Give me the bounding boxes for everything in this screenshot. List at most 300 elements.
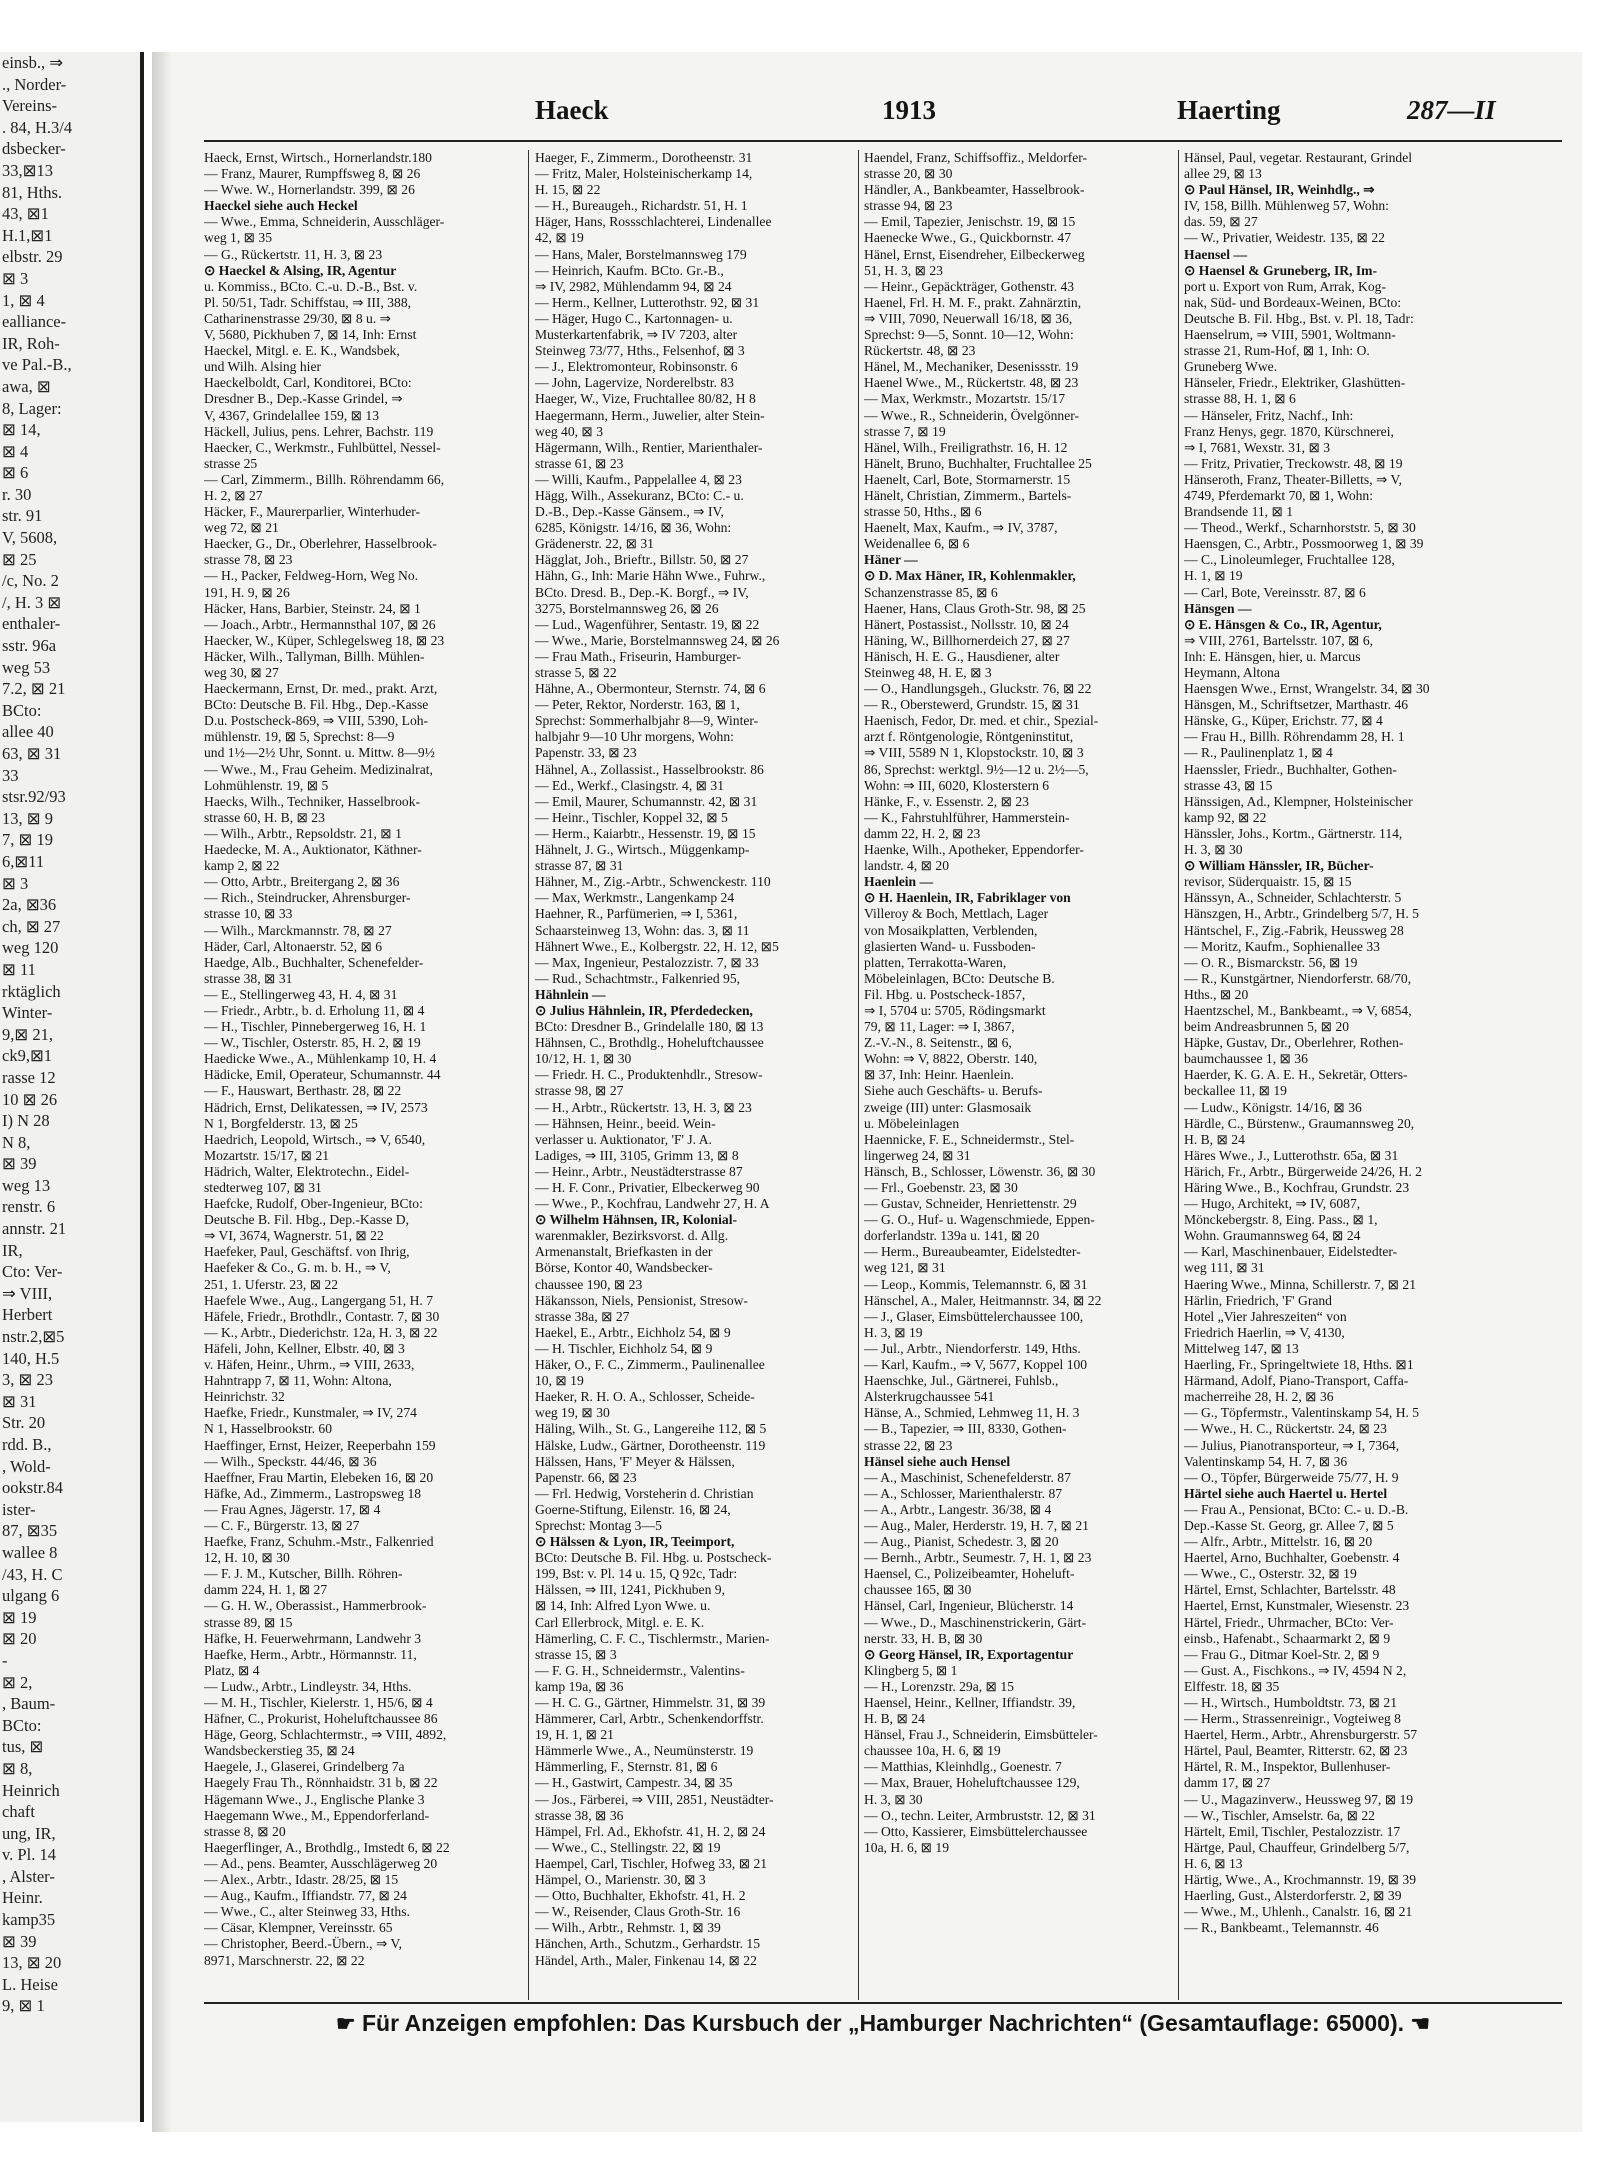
directory-entry-line: — W., Tischler, Amselstr. 6a, ⊠ 22: [1184, 1807, 1375, 1823]
previous-page-line: ⊠ 20: [2, 1629, 37, 1649]
directory-entry-line: zweige (III) unter: Glasmosaik: [864, 1099, 1032, 1115]
previous-page-line: awa, ⊠: [2, 376, 51, 396]
footer-text: Für Anzeigen empfohlen: Das Kursbuch der „Hamburger Nachrichten“ (Gesamtauflage: 65000).: [361, 2010, 1405, 2036]
directory-entry-line: — Moritz, Kaufm., Sophienallee 33: [1184, 938, 1380, 954]
directory-entry-line: Hämpel, Frl. Ad., Ekhofstr. 41, H. 2, ⊠ 24: [535, 1823, 766, 1839]
directory-entry-line: — G., Töpfermstr., Valentinskamp 54, H. 5: [1184, 1405, 1420, 1421]
directory-entry-line: — H. Tischler, Eichholz 54, ⊠ 9: [535, 1340, 713, 1356]
directory-entry-line: — F. J. M., Kutscher, Billh. Röhren-: [204, 1566, 403, 1582]
previous-page-line: ⊠ 8,: [2, 1758, 33, 1778]
directory-entry-line: strasse 8, ⊠ 20: [204, 1823, 286, 1839]
directory-entry-line: Friedrich Haerlin, ⇒ V, 4130,: [1184, 1324, 1345, 1340]
directory-entry-line: 8971, Marschnerstr. 22, ⊠ 22: [204, 1952, 365, 1968]
directory-entry-line: Hänchen, Arth., Schutzm., Gerhardstr. 15: [535, 1936, 760, 1952]
directory-entry-line: Hänse, A., Schmied, Lehmweg 11, H. 3: [864, 1405, 1080, 1421]
directory-entry-line: Haekel, E., Arbtr., Eichholz 54, ⊠ 9: [535, 1324, 731, 1340]
directory-entry-line: — Wwe., Marie, Borstelmannsweg 24, ⊠ 26: [535, 632, 780, 648]
directory-entry-line: — Wilh., Marckmannstr. 78, ⊠ 27: [204, 922, 392, 938]
directory-entry-line: damm 224, H. 1, ⊠ 27: [204, 1582, 328, 1598]
directory-entry-line: Sprechst: 9—5, Sonnt. 10—12, Wohn:: [864, 327, 1074, 343]
previous-page-line: Heinrich: [2, 1780, 60, 1800]
directory-entry-line: Haeckelboldt, Carl, Konditorei, BCto:: [204, 375, 412, 391]
previous-page-line: ck9,⊠1: [2, 1046, 53, 1066]
directory-entry-line: Franz Henys, gegr. 1870, Kürschnerei,: [1184, 423, 1394, 439]
directory-entry-line: 12, H. 10, ⊠ 30: [204, 1550, 290, 1566]
directory-entry-line: strasse 38a, ⊠ 27: [535, 1308, 630, 1324]
directory-entry-line: Musterkartenfabrik, ⇒ IV 7203, alter: [535, 327, 738, 343]
directory-entry-line: Haenelt, Max, Kaufm., ⇒ IV, 3787,: [864, 520, 1058, 536]
previous-page-line: 9,⊠ 21,: [2, 1024, 53, 1044]
directory-entry-line: V, 5680, Pickhuben 7, ⊠ 14, Inh: Ernst: [204, 327, 417, 343]
directory-entry-line: Haecker, G., Dr., Oberlehrer, Hasselbrook-: [204, 536, 437, 552]
directory-entry-line: Deutsche B. Fil. Hbg., Dep.-Kasse D,: [204, 1212, 410, 1228]
directory-entry-line: — W., Tischler, Osterstr. 85, H. 2, ⊠ 19: [204, 1035, 421, 1051]
directory-entry-line: Hälske, Ludw., Gärtner, Dorotheenstr. 119: [535, 1437, 766, 1453]
previous-page-line: , Baum-: [2, 1694, 56, 1714]
directory-entry-line: damm 22, H. 2, ⊠ 23: [864, 825, 981, 841]
directory-entry-line: Gruneberg Wwe.: [1184, 359, 1278, 375]
directory-entry-line: nerstr. 33, H. B, ⊠ 30: [864, 1630, 983, 1646]
directory-entry-line: landstr. 4, ⊠ 20: [864, 858, 950, 874]
directory-entry-line: Hädrich, Walter, Elektrotechn., Eidel-: [204, 1163, 410, 1179]
directory-entry-line: mühlenstr. 19, ⊠ 5, Sprechst: 8—9: [204, 729, 395, 745]
directory-entry-line: Haensgen Wwe., Ernst, Wrangelstr. 34, ⊠ 30: [1184, 681, 1430, 697]
directory-entry-line: Haenelt, Carl, Bote, Stormarnerstr. 15: [864, 471, 1071, 487]
previous-page-line: , Alster-: [2, 1866, 55, 1886]
directory-entry-line: halbjahr 9—10 Uhr morgens, Wohn:: [535, 729, 734, 745]
directory-entry-line: — Max, Ingenieur, Pestalozzistr. 7, ⊠ 33: [535, 954, 759, 970]
directory-entry-line: Haensel, Heinr., Kellner, Iffiandstr. 39,: [864, 1695, 1076, 1710]
previous-page-line: 87, ⊠35: [2, 1521, 58, 1541]
directory-entry-line: — Gustav, Schneider, Henriettenstr. 29: [864, 1196, 1077, 1212]
directory-entry-line: H. B, ⊠ 24: [1184, 1131, 1245, 1147]
directory-entry-line: strasse 7, ⊠ 19: [864, 423, 946, 439]
directory-entry-line: — R., Paulinenplatz 1, ⊠ 4: [1184, 745, 1333, 761]
directory-entry-line: — Max, Werkmstr., Langenkamp 24: [535, 890, 735, 906]
directory-entry-line: Hägermann, Wilh., Rentier, Marienthaler-: [535, 439, 763, 455]
directory-entry-line: kamp 2, ⊠ 22: [204, 858, 280, 874]
directory-entry-line: N 1, Borgfelderstr. 13, ⊠ 25: [204, 1115, 358, 1131]
directory-entry-line: u. Möbeleinlagen: [864, 1115, 960, 1131]
directory-entry-line: weg 19, ⊠ 30: [535, 1405, 610, 1421]
directory-entry-line: BCto: Dresdner B., Grindelalle 180, ⊠ 13: [535, 1019, 764, 1035]
directory-entry-line: — Otto, Kassierer, Eimsbüttelerchaussee: [864, 1823, 1088, 1839]
previous-page-line: /, H. 3 ⊠: [2, 592, 62, 612]
directory-entry-line: — G., Rückertstr. 11, H. 3, ⊠ 23: [204, 246, 383, 262]
directory-entry-line: Haenschke, Jul., Gärtnerei, Fuhlsb.,: [864, 1373, 1059, 1389]
previous-page-line: tus, ⊠: [2, 1737, 44, 1757]
directory-entry-line: Hänsch, B., Schlosser, Löwenstr. 36, ⊠ 30: [864, 1163, 1096, 1179]
directory-entry-line: H. 3, ⊠ 19: [864, 1324, 923, 1340]
directory-entry-line: Hämerling, C. F. C., Tischlermstr., Marien-: [535, 1630, 770, 1646]
directory-entry-line: Haeck, Ernst, Wirtsch., Hornerlandstr.180: [204, 150, 432, 165]
previous-page-line: enthaler-: [2, 614, 61, 634]
directory-entry-line: strasse 89, ⊠ 15: [204, 1614, 293, 1630]
directory-entry-line: Häfele, Friedr., Brothdlr., Contastr. 7, ⊠ 30: [204, 1308, 440, 1324]
directory-entry-line: — A., Maschinist, Schenefelderstr. 87: [864, 1469, 1071, 1485]
directory-entry-line: Härtge, Paul, Chauffeur, Grindelberg 5/7,: [1184, 1839, 1410, 1855]
directory-entry-line: Haefcke, Rudolf, Ober-Ingenieur, BCto:: [204, 1196, 423, 1212]
directory-entry-line: Hämmerer, Carl, Arbtr., Schenkendorffstr.: [535, 1711, 764, 1727]
directory-entry-line: Heymann, Altona: [1184, 665, 1280, 680]
directory-entry-line: lingerweg 24, ⊠ 31: [864, 1147, 971, 1163]
directory-entry-line: D.-B., Dep.-Kasse Gänsem., ⇒ IV,: [535, 504, 724, 520]
directory-entry-line: BCto: Deutsche B. Fil. Hbg. u. Postscheck-: [535, 1550, 772, 1566]
directory-entry-line: Hänssigen, Ad., Klempner, Holsteinischer: [1184, 793, 1413, 809]
directory-entry-line: Haenlein —: [864, 874, 934, 890]
directory-entry-line: — Wwe., C., alter Steinweg 33, Hths.: [204, 1904, 410, 1920]
directory-entry-line: Hths., ⊠ 20: [1184, 986, 1249, 1002]
directory-entry-line: — Friedr. H. C., Produktenhdlr., Stresow-: [535, 1067, 763, 1083]
directory-entry-line: Hänske, G., Küper, Erichstr. 77, ⊠ 4: [1184, 713, 1383, 729]
previous-page-line: 33,⊠13: [2, 160, 53, 180]
previous-page-line: ulgang 6: [2, 1586, 60, 1606]
directory-entry-line: — M. H., Tischler, Kielerstr. 1, H5/6, ⊠ 4: [204, 1695, 433, 1710]
directory-entry-line: von Mosaikplatten, Verblenden,: [864, 922, 1038, 938]
directory-entry-line: Haefke, Franz, Schuhm.-Mstr., Falkenried: [204, 1534, 434, 1550]
directory-entry-line: Hähnlein —: [535, 986, 606, 1002]
directory-entry-line: Papenstr. 33, ⊠ 23: [535, 745, 637, 761]
directory-entry-line: Hänisch, H. E. G., Hausdiener, alter: [864, 648, 1060, 664]
directory-entry-line: Hänseler, Friedr., Elektriker, Glashütten-: [1184, 375, 1406, 391]
previous-page-line: , Wold-: [2, 1456, 51, 1476]
directory-entry-line: Valentinskamp 54, H. 7, ⊠ 36: [1184, 1453, 1348, 1469]
directory-entry-line: — Wwe., C., Osterstr. 32, ⊠ 19: [1184, 1566, 1357, 1582]
directory-entry-line: Hänsgen —: [1184, 600, 1252, 616]
directory-entry-line: — Bernh., Arbtr., Seumestr. 7, H. 1, ⊠ 23: [864, 1550, 1092, 1566]
directory-entry-line: Hädicke, Emil, Operateur, Schumannstr. 44: [204, 1067, 441, 1083]
directory-entry-line: — Emil, Maurer, Schumannstr. 42, ⊠ 31: [535, 793, 758, 809]
directory-entry-line: — Heinr., Gepäckträger, Gothenstr. 43: [864, 278, 1075, 294]
directory-entry-line: Haedicke Wwe., A., Mühlenkamp 10, H. 4: [204, 1051, 437, 1067]
directory-entry-line: Härlin, Friedrich, 'F' Grand: [1184, 1292, 1332, 1308]
previous-page-line: BCto:: [2, 700, 42, 720]
directory-entry-line: Häkansson, Niels, Pensionist, Stresow-: [535, 1292, 748, 1308]
directory-entry-line: — Wilh., Arbtr., Rehmstr. 1, ⊠ 39: [535, 1920, 721, 1936]
directory-entry-line: strasse 88, H. 1, ⊠ 6: [1184, 391, 1296, 407]
directory-entry-line: — Frl., Goebenstr. 23, ⊠ 30: [864, 1180, 1018, 1195]
directory-entry-line: Haendel, Franz, Schiffsoffiz., Meldorfer-: [864, 150, 1088, 165]
directory-entry-line: Z.-V.-N., 8. Seitenstr., ⊠ 6,: [864, 1035, 1012, 1051]
directory-entry-line: — Ludw., Arbtr., Lindleystr. 34, Hths.: [204, 1678, 412, 1694]
directory-entry-line: H. 1, ⊠ 19: [1184, 568, 1243, 584]
directory-entry-line: H. 15, ⊠ 22: [535, 182, 601, 198]
directory-entry-line: ⇒ I, 5704 u: 5705, Rödingsmarkt: [864, 1002, 1046, 1018]
directory-entry-line: — Otto, Arbtr., Breitergang 2, ⊠ 36: [204, 874, 400, 890]
directory-entry-line: Hämpel, O., Marienstr. 30, ⊠ 3: [535, 1872, 706, 1888]
directory-entry-line: Haegermann, Herm., Juwelier, alter Stein-: [535, 407, 765, 423]
directory-entry-line: Siehe auch Geschäfts- u. Berufs-: [864, 1083, 1043, 1099]
directory-entry-line: Haering Wwe., Minna, Schillerstr. 7, ⊠ 21: [1184, 1276, 1416, 1292]
directory-entry-line: Mittelweg 147, ⊠ 13: [1184, 1340, 1299, 1356]
directory-entry-line: Hänssyn, A., Schneider, Schlachterstr. 5: [1184, 890, 1402, 906]
directory-entry-line: ⊙ D. Max Häner, IR, Kohlenmakler,: [864, 568, 1076, 584]
directory-entry-line: strasse 5, ⊠ 22: [535, 665, 617, 680]
directory-entry-line: ⊠ 14, Inh: Alfred Lyon Wwe. u.: [535, 1598, 711, 1614]
page-number: 287—II: [1407, 95, 1496, 125]
directory-entry-line: — Fritz, Maler, Holsteinischerkamp 14,: [535, 166, 753, 182]
directory-entry-line: Platz, ⊠ 4: [204, 1662, 260, 1678]
directory-entry-line: — Joach., Arbtr., Hermannsthal 107, ⊠ 26: [204, 616, 436, 632]
previous-page-line: nstr.2,⊠5: [2, 1327, 65, 1347]
directory-entry-line: und 1½—2½ Uhr, Sonnt. u. Mittw. 8—9½: [204, 745, 435, 761]
directory-entry-line: 10a, H. 6, ⊠ 19: [864, 1839, 950, 1855]
directory-entry-line: Carl Ellerbrock, Mitgl. e. E. K.: [535, 1614, 705, 1630]
directory-entry-line: — Gust. A., Fischkons., ⇒ IV, 4594 N 2,: [1184, 1662, 1407, 1678]
directory-entry-line: — Wwe., H. C., Rückertstr. 24, ⊠ 23: [1184, 1421, 1387, 1437]
directory-entry-line: strasse 15, ⊠ 3: [535, 1646, 617, 1662]
previous-page-line: H.1,⊠1: [2, 225, 53, 245]
directory-entry-line: Häge, Georg, Schlachtermstr., ⇒ VIII, 4892,: [204, 1727, 447, 1743]
previous-page-line: ., Norder-: [2, 74, 67, 94]
directory-entry-line: port u. Export von Rum, Arrak, Kog-: [1184, 278, 1386, 294]
directory-entry-line: Haecks, Wilh., Techniker, Hasselbrook-: [204, 793, 421, 809]
page-gutter-shadow: [152, 52, 172, 2132]
previous-page-line: Heinr.: [2, 1888, 43, 1908]
previous-page-line: 13, ⊠ 9: [2, 808, 53, 828]
directory-entry-line: weg 111, ⊠ 31: [1184, 1260, 1265, 1276]
directory-entry-line: 42, ⊠ 19: [535, 230, 584, 246]
directory-entry-line: Mozartstr. 15/17, ⊠ 21: [204, 1147, 330, 1163]
directory-entry-line: Härtel, Ernst, Schlachter, Bartelsstr. 48: [1184, 1582, 1396, 1598]
directory-entry-line: — Karl, Kaufm., ⇒ V, 5677, Koppel 100: [864, 1357, 1088, 1373]
directory-entry-line: Fil. Hbg. u. Postscheck-1857,: [864, 986, 1026, 1002]
directory-entry-line: ⊙ H. Haenlein, IR, Fabriklager von: [864, 890, 1071, 906]
directory-entry-line: Hänelt, Christian, Zimmerm., Bartels-: [864, 487, 1072, 503]
directory-entry-line: Dep.-Kasse St. Georg, gr. Allee 7, ⊠ 5: [1184, 1517, 1394, 1533]
directory-entry-line: Hähnel, A., Zollassist., Hasselbrookstr. 86: [535, 761, 764, 777]
directory-entry-line: — Fritz, Privatier, Treckowstr. 48, ⊠ 19: [1184, 455, 1403, 471]
directory-entry-line: — W., Reisender, Claus Groth-Str. 16: [535, 1904, 741, 1920]
directory-entry-line: — Frl. Hedwig, Vorsteherin d. Christian: [535, 1485, 754, 1501]
directory-entry-line: — G. H. W., Oberassist., Hammerbrook-: [204, 1598, 427, 1614]
directory-entry-line: Haensel, C., Polizeibeamter, Hoheluft-: [864, 1566, 1075, 1582]
previous-page-line: allee 40: [2, 722, 54, 742]
directory-entry-line: — Aug., Maler, Herderstr. 19, H. 7, ⊠ 21: [864, 1517, 1089, 1533]
directory-entry-line: — R., Bankbeamt., Telemannstr. 46: [1184, 1920, 1379, 1936]
directory-entry-line: Häres Wwe., J., Lutterothstr. 65a, ⊠ 31: [1184, 1147, 1399, 1163]
previous-page-line: V, 5608,: [2, 528, 58, 548]
previous-page-line: weg 120: [2, 938, 59, 958]
directory-entry-line: — Frau Agnes, Jägerstr. 17, ⊠ 4: [204, 1501, 381, 1517]
directory-entry-line: baumchaussee 1, ⊠ 36: [1184, 1051, 1308, 1067]
directory-entry-line: strasse 21, Rum-Hof, ⊠ 1, Inh: O.: [1184, 343, 1370, 359]
directory-entry-line: ⇒ IV, 2982, Mühlendamm 94, ⊠ 24: [535, 278, 732, 294]
previous-page-line: 6,⊠11: [2, 851, 45, 871]
directory-entry-line: Haedrich, Leopold, Wirtsch., ⇒ V, 6540,: [204, 1131, 426, 1147]
directory-entry-line: Schaarsteinweg 13, Wohn: das. 3, ⊠ 11: [535, 922, 750, 938]
directory-entry-line: ⇒ VIII, 5589 N 1, Klopstockstr. 10, ⊠ 3: [864, 745, 1084, 761]
previous-page-line: Herbert: [2, 1305, 53, 1325]
directory-entry-line: D.u. Postscheck-869, ⇒ VIII, 5390, Loh-: [204, 713, 429, 729]
directory-entry-line: — Häger, Hugo C., Kartonnagen- u.: [535, 310, 733, 326]
directory-entry-line: dorferlandstr. 139a u. 141, ⊠ 20: [864, 1228, 1040, 1244]
directory-entry-line: strasse 60, H. B, ⊠ 23: [204, 809, 325, 825]
directory-entry-line: Haegely Frau Th., Rönnhaidstr. 31 b, ⊠ 22: [204, 1775, 438, 1791]
directory-entry-line: — Max, Brauer, Hoheluftchaussee 129,: [864, 1775, 1080, 1791]
previous-page-line: I) N 28: [2, 1111, 50, 1131]
directory-entry-line: ⇒ I, 7681, Wexstr. 31, ⊠ 3: [1184, 439, 1331, 455]
directory-entry-line: — Jul., Arbtr., Niendorferstr. 149, Hths.: [864, 1340, 1081, 1356]
directory-entry-line: Häpke, Gustav, Dr., Oberlehrer, Rothen-: [1184, 1035, 1404, 1051]
directory-entry-line: damm 17, ⊠ 27: [1184, 1775, 1271, 1791]
previous-page-line: Winter-: [2, 1003, 53, 1023]
directory-entry-line: Haenisch, Fedor, Dr. med. et chir., Spezial-: [864, 713, 1099, 729]
directory-entry-line: strasse 43, ⊠ 15: [1184, 777, 1273, 793]
directory-entry-line: — Leop., Kommis, Telemannstr. 6, ⊠ 31: [864, 1276, 1088, 1292]
directory-entry-line: Lohmühlenstr. 19, ⊠ 5: [204, 777, 329, 793]
directory-entry-line: Hämmerle Wwe., A., Neumünsterstr. 19: [535, 1743, 754, 1759]
directory-entry-line: Haensel —: [1184, 246, 1248, 262]
previous-page-line: ⊠ 25: [2, 549, 37, 569]
previous-page-line: 1, ⊠ 4: [2, 290, 45, 310]
directory-entry-line: Häring Wwe., B., Kochfrau, Grundstr. 23: [1184, 1180, 1410, 1195]
directory-entry-line: macherreihe 28, H. 2, ⊠ 36: [1184, 1389, 1334, 1405]
directory-entry-line: chaussee 10a, H. 6, ⊠ 19: [864, 1743, 1001, 1759]
directory-entry-line: — Heinr., Arbtr., Neustädterstrasse 87: [535, 1163, 743, 1179]
directory-entry-line: Schanzenstrasse 85, ⊠ 6: [864, 584, 998, 600]
directory-entry-line: ⊙ Paul Hänsel, IR, Weinhdlg., ⇒: [1184, 182, 1375, 198]
directory-entry-line: Häcker, Wilh., Tallyman, Billh. Mühlen-: [204, 648, 425, 664]
directory-entry-line: Steinweg 48, H. E, ⊠ 3: [864, 665, 992, 680]
directory-entry-line: — J., Elektromonteur, Robinsonstr. 6: [535, 359, 738, 375]
previous-page-line: 8, Lager:: [2, 398, 62, 418]
previous-page-line: ⊠ 39: [2, 1931, 37, 1951]
directory-entry-line: Haefeker & Co., G. m. b. H., ⇒ V,: [204, 1260, 391, 1276]
directory-entry-line: das. 59, ⊠ 27: [1184, 214, 1258, 230]
header-left-word: Haeck: [535, 95, 609, 125]
pointing-hand-right-icon: ☚: [1410, 2011, 1431, 2036]
directory-entry-line: Möbeleinlagen, BCto: Deutsche B.: [864, 970, 1055, 986]
previous-page-line: rktäglich: [2, 981, 61, 1001]
directory-entry-line: — Friedr., Arbtr., b. d. Erholung 11, ⊠ 4: [204, 1002, 425, 1018]
directory-entry-line: — Frau A., Pensionat, BCto: C.- u. D.-B.: [1184, 1501, 1409, 1517]
previous-page-line: kamp35: [2, 1910, 56, 1930]
directory-entry-line: Häfeli, John, Kellner, Elbstr. 40, ⊠ 3: [204, 1340, 405, 1356]
directory-entry-line: Häfke, H. Feuerwehrmann, Landwehr 3: [204, 1630, 422, 1646]
directory-entry-line: Hänsel, Carl, Ingenieur, Blücherstr. 14: [864, 1598, 1074, 1614]
previous-page-line: /43, H. C: [2, 1564, 63, 1584]
directory-entry-line: — H., Lorenzstr. 29a, ⊠ 15: [864, 1678, 1014, 1694]
directory-entry-line: — O. R., Bismarckstr. 56, ⊠ 19: [1184, 954, 1358, 970]
previous-page-line: ister-: [2, 1499, 36, 1519]
directory-entry-line: — Wilh., Speckstr. 44/46, ⊠ 36: [204, 1453, 377, 1469]
directory-entry-line: — Ad., pens. Beamter, Ausschlägerweg 20: [204, 1855, 438, 1871]
directory-entry-line: Haenel, Frl. H. M. F., prakt. Zahnärztin,: [864, 294, 1082, 310]
directory-entry-line: — Rich., Steindrucker, Ahrensburger-: [204, 890, 411, 906]
directory-entry-line: — Wwe., C., Stellingstr. 22, ⊠ 19: [535, 1839, 721, 1855]
directory-entry-line: weg 1, ⊠ 35: [204, 230, 273, 246]
directory-entry-line: — Cäsar, Klempner, Vereinsstr. 65: [204, 1920, 393, 1936]
directory-entry-line: Inh: E. Hänsgen, hier, u. Marcus: [1184, 648, 1361, 664]
directory-entry-line: Hänert, Postassist., Nollsstr. 10, ⊠ 24: [864, 616, 1069, 632]
directory-entry-line: Händler, A., Bankbeamter, Hasselbrook-: [864, 182, 1085, 198]
directory-entry-line: strasse 94, ⊠ 23: [864, 198, 953, 214]
directory-entry-line: Sprechst: Montag 3—5: [535, 1517, 662, 1533]
directory-entry-line: Hägglat, Joh., Brieftr., Billstr. 50, ⊠ 27: [535, 552, 749, 568]
directory-entry-line: — Hugo, Architekt, ⇒ IV, 6087,: [1184, 1196, 1361, 1212]
directory-entry-line: Haefke, Herm., Arbtr., Hörmannstr. 11,: [204, 1646, 417, 1662]
directory-entry-line: Hotel „Vier Jahreszeiten“ von: [1184, 1308, 1347, 1324]
directory-entry-line: — C. F., Bürgerstr. 13, ⊠ 27: [204, 1517, 360, 1533]
previous-page-line: ookstr.84: [2, 1478, 63, 1498]
previous-page-line: stsr.92/93: [2, 787, 66, 807]
directory-entry-line: — Franz, Maurer, Rumpffsweg 8, ⊠ 26: [204, 166, 421, 182]
previous-page-line: L. Heise: [2, 1974, 58, 1994]
directory-entry-line: Haerder, K. G. A. E. H., Sekretär, Otters-: [1184, 1067, 1408, 1083]
directory-entry-line: Haentzschel, M., Bankbeamt., ⇒ V, 6854,: [1184, 1002, 1412, 1018]
directory-entry-line: Haertel, Ernst, Kunstmaler, Wiesenstr. 23: [1184, 1598, 1410, 1614]
previous-page-line: sstr. 96a: [2, 636, 57, 656]
directory-entry-line: 79, ⊠ 11, Lager: ⇒ I, 3867,: [864, 1019, 1015, 1035]
previous-page-line: ung, IR,: [2, 1823, 56, 1843]
directory-entry-line: Pl. 50/51, Tadr. Schiffstau, ⇒ III, 388,: [204, 294, 412, 310]
previous-page-line: 7.2, ⊠ 21: [2, 679, 66, 699]
previous-page-line: dsbecker-: [2, 139, 66, 159]
pointing-hand-left-icon: ☛: [335, 2011, 356, 2036]
directory-entry-line: weg 40, ⊠ 3: [535, 423, 604, 439]
directory-entry-line: — R., Oberstewerd, Grundstr. 15, ⊠ 31: [864, 697, 1080, 713]
directory-entry-line: Hähnelt, J. G., Wirtsch., Müggenkamp-: [535, 842, 750, 858]
directory-entry-line: Hänsel siehe auch Hensel: [864, 1453, 1011, 1469]
directory-entry-line: Härtelt, Emil, Tischler, Pestalozzistr. 17: [1184, 1823, 1401, 1839]
directory-entry-line: Wohn. Graumannsweg 64, ⊠ 24: [1184, 1228, 1361, 1244]
header-right-word: Haerting: [1177, 95, 1281, 125]
directory-entry-line: Haeger, W., Vize, Fruchtallee 80/82, H 8: [535, 391, 756, 407]
directory-entry-line: Häcker, F., Maurerparlier, Winterhuder-: [204, 504, 421, 520]
directory-entry-line: Wohn: ⇒ III, 6020, Klosterstern 6: [864, 777, 1050, 793]
directory-entry-line: — Aug., Pianist, Schedestr. 3, ⊠ 20: [864, 1534, 1059, 1550]
previous-page-line: elbstr. 29: [2, 247, 63, 267]
directory-entry-line: strasse 20, ⊠ 30: [864, 166, 953, 182]
directory-entry-line: — Alfr., Arbtr., Mittelstr. 16, ⊠ 20: [1184, 1534, 1373, 1550]
directory-entry-line: — O., Handlungsgeh., Gluckstr. 76, ⊠ 22: [864, 681, 1092, 697]
directory-entry-line: Wandsbeckerstieg 35, ⊠ 24: [204, 1743, 355, 1759]
directory-entry-line: — Emil, Tapezier, Jenischstr. 19, ⊠ 15: [864, 214, 1076, 230]
directory-entry-line: Hähner, M., Zig.-Arbtr., Schwenckestr. 110: [535, 874, 771, 890]
directory-entry-line: — Theod., Werkf., Scharnhorststr. 5, ⊠ 30: [1184, 520, 1416, 536]
directory-entry-line: — Karl, Maschinenbauer, Eidelstedter-: [1184, 1244, 1398, 1260]
footer-rule: [204, 2002, 1562, 2004]
directory-entry-line: — Hänseler, Fritz, Nachf., Inh:: [1184, 407, 1354, 423]
previous-page-line: Str. 20: [2, 1413, 46, 1433]
directory-entry-line: Haecker, C., Werkmstr., Fuhlbüttel, Nessel-: [204, 439, 441, 455]
directory-entry-line: Haenel Wwe., M., Rückertstr. 48, ⊠ 23: [864, 375, 1079, 391]
directory-entry-line: — Herm., Strassenreinigr., Vogteiweg 8: [1184, 1711, 1401, 1727]
directory-entry-line: Hänszgen, H., Arbtr., Grindelberg 5/7, H. 5: [1184, 906, 1419, 922]
previous-page-line: rdd. B.,: [2, 1435, 52, 1454]
directory-entry-line: Haenselrum, ⇒ VIII, 5901, Woltmann-: [1184, 327, 1396, 343]
directory-entry-line: Haeker, R. H. O. A., Schlosser, Scheide-: [535, 1389, 755, 1405]
directory-entry-line: Härtel, Friedr., Uhrmacher, BCto: Ver-: [1184, 1614, 1394, 1630]
directory-entry-line: strasse 50, Hths., ⊠ 6: [864, 504, 982, 520]
previous-page-line: weg 53: [2, 657, 51, 677]
directory-column-4: [1184, 150, 1502, 2000]
directory-entry-line: — Herm., Kaiarbtr., Hessenstr. 19, ⊠ 15: [535, 825, 756, 841]
directory-entry-line: Haeckel, Mitgl. e. E. K., Wandsbek,: [204, 343, 400, 359]
previous-page-line: weg 13: [2, 1175, 51, 1195]
previous-page-line: chaft: [2, 1802, 35, 1822]
directory-entry-line: — R., Kunstgärtner, Niendorferstr. 68/70,: [1184, 970, 1412, 986]
directory-entry-line: — Wwe., D., Maschinenstrickerin, Gärt-: [864, 1614, 1087, 1630]
header-rule: [204, 140, 1562, 142]
directory-entry-line: Villeroy & Boch, Mettlach, Lager: [864, 906, 1049, 922]
directory-entry-line: — Matthias, Kleinhdlg., Goenestr. 7: [864, 1759, 1062, 1775]
directory-entry-line: Hänke, F., v. Essenstr. 2, ⊠ 23: [864, 793, 1029, 809]
directory-entry-line: Ladiges, ⇒ III, 3105, Grimm 13, ⊠ 8: [535, 1147, 739, 1163]
directory-entry-line: ⊙ Haensel & Gruneberg, IR, Im-: [1184, 262, 1378, 278]
previous-page-line: r. 30: [2, 484, 32, 504]
